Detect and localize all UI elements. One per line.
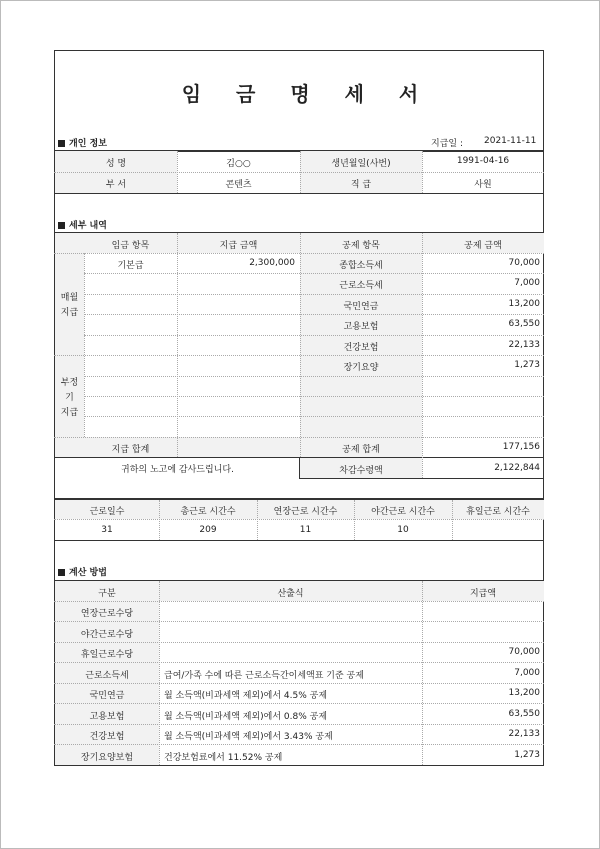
personal-heading: 개인 정보 — [58, 136, 107, 149]
thanks-message: 귀하의 노고에 감사드립니다. — [121, 465, 234, 475]
calc-type: 야간근로수당 — [80, 630, 134, 640]
name-value: 김○○ — [226, 159, 251, 169]
hours-value: 31 — [101, 525, 113, 535]
ded-item: 장기요양 — [343, 363, 379, 373]
calc-type: 연장근로수당 — [80, 609, 134, 619]
calc-formula: 건강보험료에서 11.52% 공제 — [164, 753, 283, 763]
calc-amount: 1,273 — [514, 750, 540, 760]
dept-value: 콘텐츠 — [225, 180, 252, 190]
calc-amount: 13,200 — [508, 688, 540, 698]
ded-amount: 70,000 — [508, 258, 540, 268]
hours-header: 연장근로 시간수 — [273, 507, 338, 517]
calc-type: 근로소득세 — [85, 671, 129, 681]
detail-heading: 세부 내역 — [58, 218, 107, 231]
calc-type: 건강보험 — [89, 732, 125, 742]
ded-amount: 1,273 — [514, 360, 540, 370]
section-square-icon — [58, 222, 65, 229]
calc-type: 휴일근로수당 — [80, 650, 134, 660]
calc-amount: 63,550 — [508, 709, 540, 719]
calc-amount: 7,000 — [514, 668, 540, 678]
calc-formula: 급여/가족 수에 따른 근로소득간이세액표 기준 공제 — [164, 671, 364, 681]
hours-header: 총근로 시간수 — [180, 507, 236, 517]
calc-amount: 70,000 — [508, 647, 540, 657]
pay-date: 2021-11-11 — [484, 136, 537, 146]
ded-item: 근로소득세 — [339, 281, 383, 291]
birth-value: 1991-04-16 — [456, 156, 510, 166]
ded-item: 국민연금 — [343, 302, 379, 312]
pay-amount-basic: 2,300,000 — [249, 258, 295, 268]
ded-amount: 7,000 — [514, 278, 540, 288]
rank-value: 사원 — [474, 180, 492, 190]
section-square-icon — [58, 140, 65, 147]
pay-total-label: 지급 합계 — [111, 445, 150, 455]
calc-type: 고용보험 — [89, 712, 125, 722]
ded-item: 고용보험 — [343, 322, 379, 332]
col-formula: 산출식 — [277, 589, 304, 599]
calc-type: 장기요양보험 — [80, 753, 134, 763]
name-label: 성 명 — [105, 159, 127, 169]
section-square-icon — [58, 569, 65, 576]
col-ded-amount: 공제 금액 — [464, 241, 502, 251]
hours-header: 야간근로 시간수 — [371, 507, 435, 517]
calc-formula: 월 소득액(비과세액 제외)에서 3.43% 공제 — [164, 732, 333, 742]
irregular-label: 부정 기 지급 — [60, 378, 79, 418]
col-pay-amount: 지급 금액 — [219, 241, 258, 251]
calc-type: 국민연금 — [89, 691, 125, 701]
monthly-label: 매월 지급 — [60, 293, 79, 318]
col-amount: 지급액 — [469, 589, 497, 599]
calc-heading: 계산 방법 — [58, 565, 107, 578]
birth-label: 생년월일(사번) — [331, 159, 391, 169]
col-ded-item: 공제 항목 — [342, 241, 380, 251]
net-label: 차감수령액 — [339, 466, 383, 476]
hours-header: 휴일근로 시간수 — [466, 507, 530, 517]
pay-item-basic: 기본급 — [117, 261, 144, 271]
ded-amount: 22,133 — [508, 340, 540, 350]
hours-value: 209 — [199, 525, 217, 535]
hours-value: 10 — [397, 525, 409, 535]
calc-amount: 22,133 — [508, 729, 540, 739]
ded-item: 종합소득세 — [339, 261, 383, 271]
document-title: 임 금 명 세 서 — [181, 82, 433, 106]
hours-value: 11 — [299, 525, 312, 535]
ded-total: 177,156 — [502, 442, 540, 452]
calc-formula: 월 소득액(비과세액 제외)에서 0.8% 공제 — [164, 712, 328, 722]
calc-formula: 월 소득액(비과세액 제외)에서 4.5% 공제 — [164, 691, 328, 701]
ded-total-label: 공제 합계 — [342, 445, 380, 455]
hours-header: 근로일수 — [89, 507, 125, 517]
ded-amount: 63,550 — [508, 319, 540, 329]
dept-label: 부 서 — [105, 180, 127, 190]
pay-date-label: 지급일 : — [431, 139, 463, 149]
net-value: 2,122,844 — [494, 463, 540, 473]
col-pay-item: 임금 항목 — [111, 241, 150, 251]
rank-label: 직 급 — [350, 180, 372, 190]
col-type: 구분 — [98, 589, 116, 599]
ded-amount: 13,200 — [508, 299, 540, 309]
ded-item: 건강보험 — [343, 343, 379, 353]
